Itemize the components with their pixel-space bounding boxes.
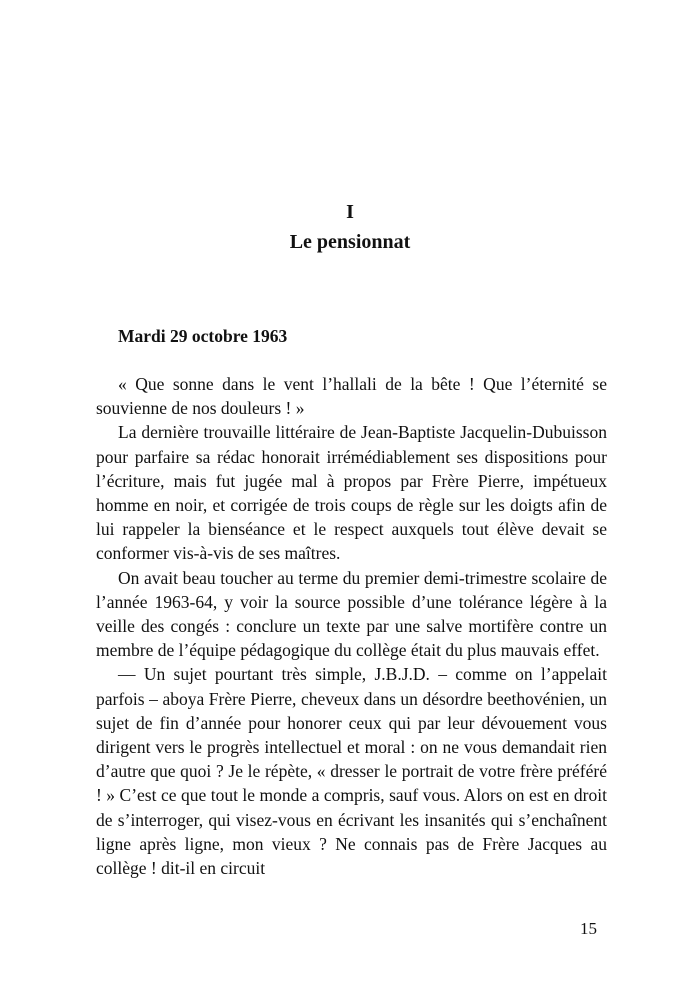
entry-date: Mardi 29 octobre 1963: [118, 326, 288, 346]
chapter-number: I: [346, 201, 354, 223]
paragraph: On avait beau toucher au terme du premier demi-trimestre scolaire de l’année 1963-64, y voir la source possible d’une tolérance légère à la veille des congés : conclure un texte par une salve mortifère contre un membre de l’équipe pédagogique du collège était du plus mauvais effet.: [96, 567, 607, 661]
chapter-heading: [0, 198, 700, 256]
paragraph: « Que sonne dans le vent l’hallali de la bête ! Que l’éternité se souvienne de nos douleurs ! »: [96, 374, 607, 419]
paragraph: La dernière trouvaille littéraire de Jean-Baptiste Jacquelin-Dubuisson pour parfaire sa rédac honorait irrémédiablement ses dispositions pour l’écriture, mais fut jugée mal à propos par Frère Pierre, impétueux homme en noir, et corrigée de trois coups de règle sur les doigts afin de lui rappeler la bienséance et le respect auxquels tout élève devait se conformer vis-à-vis de ses maîtres.: [96, 422, 607, 564]
paragraph: — Un sujet pourtant très simple, J.B.J.D. – comme on l’appelait parfois – aboya Frère Pierre, cheveux dans un désordre beethovénien, un sujet de fin d’année pour honorer ceux qui par leur dévouement vous dirigent vers le progrès intellectuel et moral : on ne vous demandait rien d’autre que quoi ? Je le répète, « dresser le portrait de votre frère préféré ! » C’est ce que tout le monde a compris, sauf vous. Alors on est en droit de s’interroger, qui visez-vous en écrivant les insanités qui s’enchaînent ligne après ligne, mon vieux ? Ne connais pas de Frère Jacques au collège ! dit-il en circuit: [96, 664, 607, 879]
body-text: [96, 372, 607, 880]
chapter-title: Le pensionnat: [289, 231, 411, 253]
page-number: 15: [580, 919, 597, 938]
